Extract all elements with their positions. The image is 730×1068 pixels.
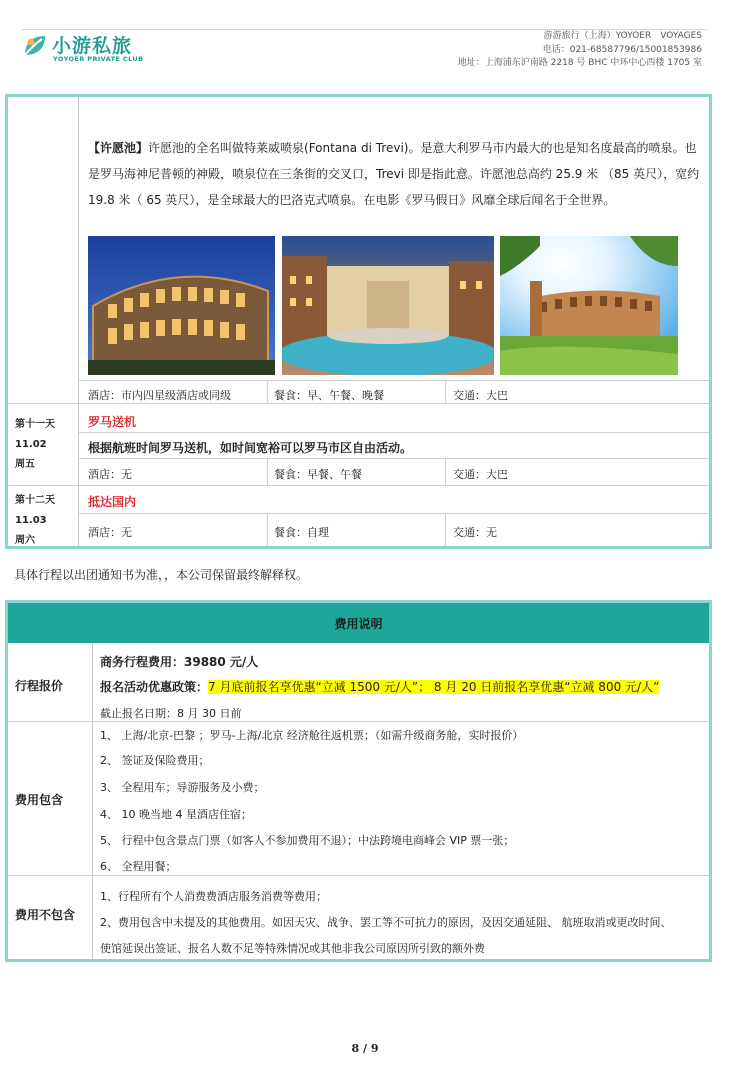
exclude-label: 费用不包含 — [15, 908, 76, 922]
column-divider — [78, 97, 79, 546]
trevi-text: 许愿池的全名叫做特莱威喷泉(Fontana di Trevi)。是意大利罗马市内最大的也是知名度最高的喷泉。也是罗马海神尼普顿的神殿，喷泉位在三条街的交叉口，Trevi 即是指此意。许愿池总高约 25.9 米 （85 英尺），宽约 19.8 米（ 65 英尺），是全球最大的巴洛克式喷泉。在电影《罗马假日》风靡全球后闻名于全世界。 — [88, 141, 700, 207]
logo-leaf-icon — [22, 33, 48, 59]
row-divider — [78, 380, 709, 381]
day10-transport: 交通：大巴 — [453, 389, 508, 402]
row-divider — [78, 513, 709, 514]
day12-title: 抵达国内 — [88, 495, 137, 509]
trevi-fountain-photo — [282, 236, 494, 375]
cost-heading: 费用说明 — [334, 617, 383, 631]
promo-line — [100, 678, 659, 695]
day12-date: 11.03 — [15, 515, 47, 526]
company-address: 地址：上海浦东沪南路 2218 号 BHC 中环中心西楼 1705 室 — [457, 58, 702, 68]
row-divider — [8, 721, 709, 722]
exclude-item: 1、行程所有个人消费费酒店服务消费等费用； — [100, 890, 327, 903]
day11-description: 根据航班时间罗马送机，如时间宽裕可以罗马市区自由活动。 — [88, 441, 413, 455]
itinerary-note: 具体行程以出团通知书为准，，本公司保留最终解释权。 — [14, 568, 309, 582]
day11-hotel: 酒店：无 — [88, 468, 132, 481]
row-divider — [78, 432, 709, 433]
company-phone: 电话：021-68587796/15001853986 — [542, 44, 702, 55]
company-info — [458, 30, 702, 71]
include-item: 6、 全程用餐； — [100, 860, 177, 873]
page-header — [0, 0, 730, 90]
row-divider — [78, 458, 709, 459]
day12-transport: 交通：无 — [453, 526, 497, 539]
day10-hotel: 酒店：市内四星级酒店或同级 — [88, 389, 231, 402]
day11-label: 第十一天 — [15, 419, 55, 430]
day10-meal: 餐食：早、午餐、晚餐 — [274, 389, 384, 402]
include-item: 3、 全程用车；导游服务及小费； — [100, 781, 265, 794]
day11-meal: 餐食：早餐、午餐 — [274, 468, 362, 481]
trevi-description — [88, 135, 703, 213]
include-item: 4、 10 晚当地 4 星酒店住宿； — [100, 808, 252, 821]
exclude-item: 2、费用包含中未提及的其他费用。如因天灾、战争、罢工等不可抗力的原因，及因交通延阻、 航班取消或更改时间、 — [100, 916, 672, 929]
trevi-title: 【许愿池】 — [88, 141, 149, 155]
promo-label: 报名活动优惠政策： — [100, 680, 209, 694]
cost-table-header — [8, 603, 709, 643]
colosseum-day-photo — [500, 236, 678, 375]
day11-title: 罗马送机 — [88, 415, 137, 429]
price-line: 商务行程费用：39880 元/人 — [100, 655, 259, 669]
include-item: 2、 签证及保险费用； — [100, 754, 210, 767]
day11-date: 11.02 — [15, 439, 47, 450]
deadline: 截止报名日期：8 月 30 日前 — [100, 707, 242, 720]
day11-weekday: 周五 — [15, 459, 35, 470]
colosseum-night-photo — [88, 236, 275, 375]
page-number: 8 / 9 — [351, 1042, 379, 1055]
price-label: 行程报价 — [15, 679, 64, 693]
include-item: 1、 上海/北京-巴黎 ；罗马-上海/北京 经济舱往返机票；（如需升级商务舱，实时报价） — [100, 729, 524, 742]
day12-hotel: 酒店：无 — [88, 526, 132, 539]
include-label: 费用包含 — [15, 793, 64, 807]
column-divider — [92, 643, 93, 959]
exclude-item: 使馆延误出签证、报名人数不足等特殊情况或其他非我公司原因所引致的额外费 — [100, 942, 485, 955]
day12-meal: 餐食：自理 — [274, 526, 329, 539]
promo-highlight: 7 月底前报名享优惠“立减 1500 元/人”； 8 月 20 日前报名享优惠“立减 800 元/人” — [208, 680, 660, 694]
row-divider — [8, 485, 709, 486]
day12-label: 第十二天 — [15, 495, 55, 506]
row-divider — [8, 403, 709, 404]
logo — [22, 31, 162, 67]
day12-weekday: 周六 — [15, 535, 35, 546]
logo-chinese-name: 小游私旅 — [52, 35, 133, 57]
row-divider — [8, 875, 709, 876]
day11-transport: 交通：大巴 — [453, 468, 508, 481]
company-name: 游游旅行（上海）YOYOER VOYAGES — [543, 31, 702, 41]
cost-table — [5, 600, 712, 962]
itinerary-table — [5, 94, 712, 549]
include-item: 5、 行程中包含景点门票（如客人不参加费用不退）；中法跨境电商峰会 VIP 票一张； — [100, 834, 515, 847]
logo-english-name: YOYOER PRIVATE CLUB — [53, 55, 144, 63]
